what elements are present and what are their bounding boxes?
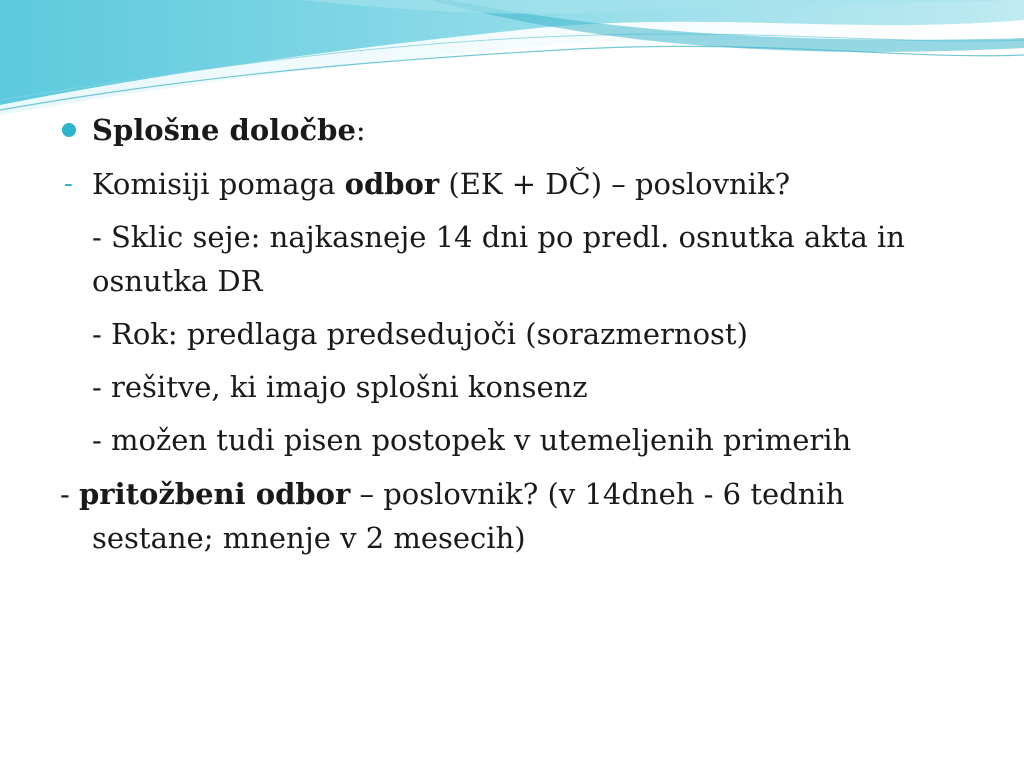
header-wave-decoration (0, 0, 1024, 130)
item-komisiji-pomaga (92, 166, 790, 202)
item3-pre: - (60, 477, 80, 511)
item2-bold: odbor (344, 167, 440, 201)
item3-post: – poslovnik? (v 14dneh - 6 tednih (350, 477, 845, 511)
item1-rest: : (355, 113, 366, 147)
dash-marker: - (64, 169, 73, 199)
item2-pre: Komisiji pomaga (92, 167, 345, 201)
sub-mozen-pisen-postopek: - možen tudi pisen postopek v utemeljenih primerih (92, 423, 852, 457)
item3-bold: pritožbeni odbor (79, 477, 351, 511)
bullet-dot-icon (62, 123, 76, 137)
item1-bold: Splošne določbe (92, 113, 356, 147)
item-pritozbeni-odbor-line2: sestane; mnenje v 2 mesecih) (92, 521, 526, 555)
item-splosne-dolocbe (92, 112, 366, 148)
sub-sklic-seje-line2: osnutka DR (92, 264, 263, 298)
sub-sklic-seje-line1: - Sklic seje: najkasneje 14 dni po predl. osnutka akta in (92, 220, 905, 254)
sub-rok: - Rok: predlaga predsedujoči (sorazmernost) (92, 317, 748, 351)
item-pritozbeni-odbor (60, 476, 844, 512)
item2-post: (EK + DČ) – poslovnik? (439, 167, 791, 201)
sub-resitve: - rešitve, ki imajo splošni konsenz (92, 370, 588, 404)
